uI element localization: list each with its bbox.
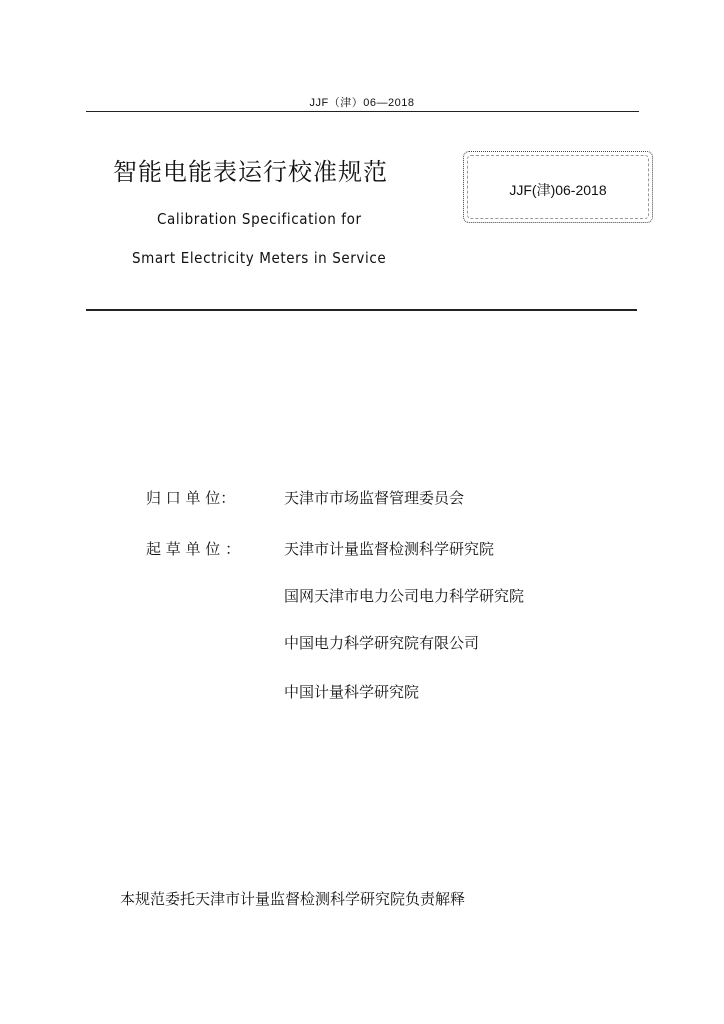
page-title: 智能电能表运行校准规范 bbox=[113, 158, 388, 186]
responsible-unit: 天津市市场监督管理委员会 bbox=[284, 489, 465, 507]
interpretation-note: 本规范委托天津市计量监督检测科学研究院负责解释 bbox=[120, 890, 466, 908]
title-divider bbox=[86, 309, 637, 311]
drafting-unit-label: 起 草 单 位 ： bbox=[146, 540, 241, 558]
header-code: JJF（津）06—2018 bbox=[309, 97, 415, 109]
responsible-unit-label: 归 口 单 位： bbox=[146, 489, 236, 507]
code-box bbox=[463, 151, 653, 223]
drafting-unit-4: 中国计量科学研究院 bbox=[284, 683, 420, 701]
drafting-unit-2: 国网天津市电力公司电力科学研究院 bbox=[284, 587, 525, 605]
code-box-text: JJF(津)06-2018 bbox=[509, 182, 607, 198]
english-title-line-2: Smart Electricity Meters in Service bbox=[132, 249, 387, 267]
drafting-unit-1: 天津市计量监督检测科学研究院 bbox=[284, 540, 495, 558]
english-title-line-1: Calibration Specification for bbox=[157, 210, 362, 228]
header-divider bbox=[86, 111, 639, 112]
drafting-unit-3: 中国电力科学研究院有限公司 bbox=[284, 634, 480, 652]
